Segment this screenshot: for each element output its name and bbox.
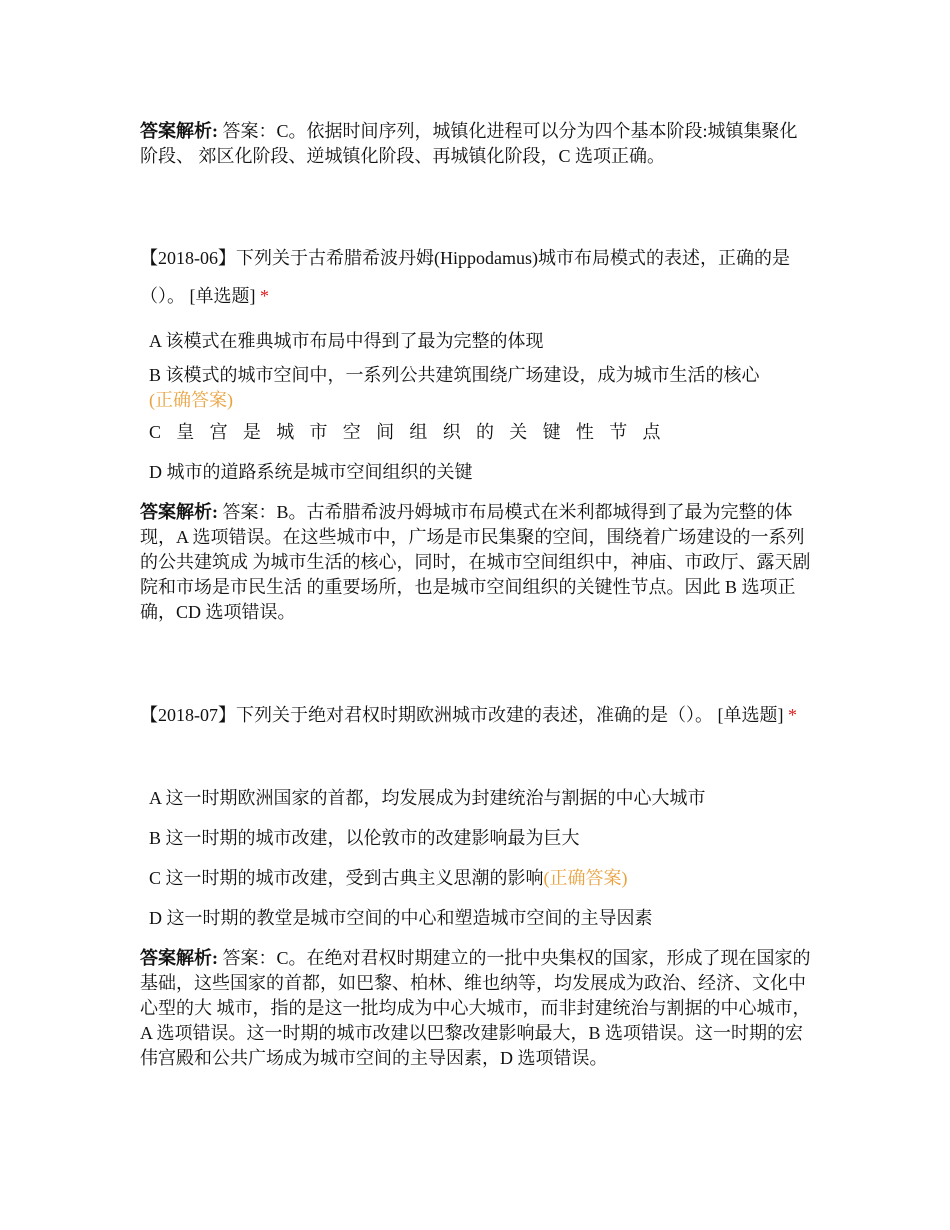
question-text: 【2018-07】下列关于绝对君权时期欧洲城市改建的表述，准确的是（）。 [单选题] [140, 705, 788, 725]
answer-explanation-3 [140, 946, 815, 1071]
explanation-text: 答案：B。古希腊希波丹姆城市布局模式在米利都城得到了最为完整的体现，A 选项错误。在这些城市中，广场是市民集聚的空间，围绕着广场建设的一系列的公共建筑成 为城市生活的核心，同时，在城市空间组织中，神庙、市政厅、露天剧院和市场是市民生活 的重要场所，也是城市空间组织的关键性节点。因此 B 选项正确，CD 选项错误。 [140, 502, 811, 622]
required-mark: * [260, 286, 269, 306]
explanation-text: 答案：C。依据时间序列，城镇化进程可以分为四个基本阶段:城镇集聚化阶段、 郊区化阶段、逆城镇化阶段、再城镇化阶段，C 选项正确。 [140, 121, 798, 166]
explanation-text: 答案：C。在绝对君权时期建立的一批中央集权的国家，形成了现在国家的基础，这些国家的首都，如巴黎、柏林、维也纳等，均发展成为政治、经济、文化中心型的大 城市，指的是这一批均成为中心大城市，而非封建统治与割据的中心城市，A 选项错误。这一时期的城市改建以巴黎改建影响最大，B 选项错误。这一时期的宏伟宫殿和公共广场成为城市空间的主导因素，D 选项错误。 [140, 948, 811, 1068]
option-d[interactable]: D 这一时期的教堂是城市空间的中心和塑造城市空间的主导因素 [149, 908, 653, 928]
option-c[interactable]: C 这一时期的城市改建，受到古典主义思潮的影响(正确答案) [149, 868, 628, 888]
option-a[interactable]: A 该模式在雅典城市布局中得到了最为完整的体现 [149, 331, 544, 351]
question-text: 【2018-06】下列关于古希腊希波丹姆(Hippodamus)城市布局模式的表述，正确的是（）。 [单选题] [140, 248, 790, 306]
analysis-label: 答案解析: [140, 948, 218, 968]
analysis-label: 答案解析: [140, 502, 218, 522]
question-title-2018-07 [140, 696, 815, 734]
answer-explanation-1 [140, 119, 815, 169]
option-b[interactable]: B 这一时期的城市改建，以伦敦市的改建影响最为巨大 [149, 828, 580, 848]
correct-answer-tag: (正确答案) [543, 868, 628, 888]
correct-answer-tag: (正确答案) [149, 390, 233, 410]
required-mark: * [787, 705, 797, 725]
option-b[interactable]: B 该模式的城市空间中，一系列公共建筑围绕广场建设，成为城市生活的核心 (正确答案) [149, 365, 760, 410]
option-c[interactable]: C 皇 宫 是 城 市 空 间 组 织 的 关 键 性 节 点 [149, 422, 666, 442]
answer-explanation-2 [140, 500, 815, 625]
question-title-2018-06 [140, 239, 815, 315]
option-a[interactable]: A 这一时期欧洲国家的首都，均发展成为封建统治与割据的中心大城市 [149, 788, 706, 808]
analysis-label: 答案解析: [140, 121, 218, 141]
option-d[interactable]: D 城市的道路系统是城市空间组织的关键 [149, 462, 473, 482]
